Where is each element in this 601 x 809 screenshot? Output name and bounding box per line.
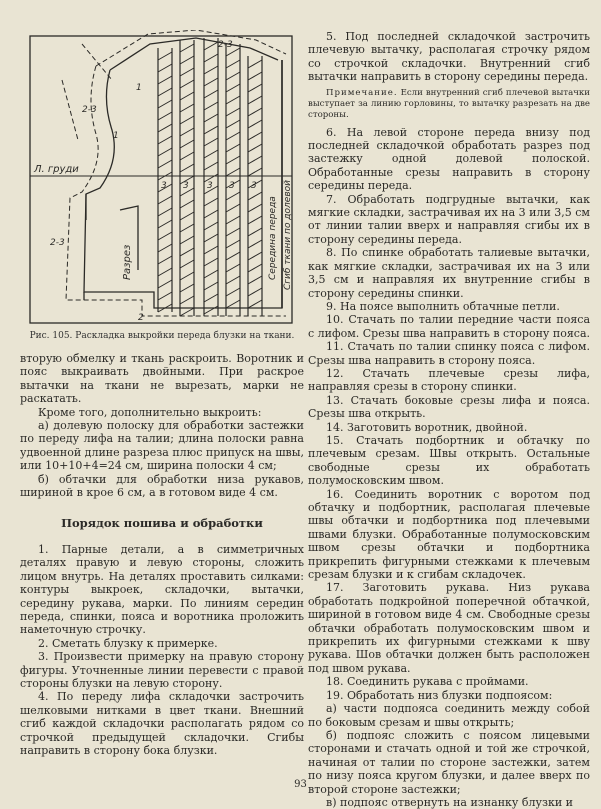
step-17: 17. Заготовить рукава. Низ рукава обработать подкройной поперечной обтачкой, шириной в готовом виде 4 см. Свободные срезы обтачки обработать полумосковским швом и прикрепить их фигурными стежками к шву рукава. Шов обтачки должен быть расположен под швом рукава. [308,581,590,675]
step-10: 10. Стачать по талии передние части пояса с лифом. Срезы шва направить в сторону пояса. [308,313,590,340]
step-19a: а) части подпояса соединить между собой по боковым срезам и швы открыть; [308,702,590,729]
note [308,88,590,121]
label-bottom-seam: 2 [138,313,144,323]
pattern-layout-figure [20,30,304,330]
step-2: 2. Сметать блузку к примерке. [38,636,218,650]
label-chest-line: Л. груди [34,164,79,175]
step-4: 4. По переду лифа складочки застрочить шелковыми нитками в цвет ткани. Внешний сгиб каждой складочки располагать рядом со строчкой предыдущей складочки. Сгибы направить в сторону бока блузки. [20,690,304,757]
step-19: 19. Обработать низ блузки подпоясом: [326,688,553,702]
note-text: Если внутренний сгиб плечевой вытачки выступает за линию горловины, то вытачку разрезать на две стороны. [308,87,590,120]
pattern-diagram [20,30,304,330]
step-11: 11. Стачать по талии спинку пояса с лифом. Срезы шва направить в сторону пояса. [308,340,590,367]
paragraph-continued: вторую обмелку и ткань раскроить. Воротник и пояс выкраивать двойными. При раскрое вытачки на ткани не вырезать, марки не раскатать. [20,352,304,406]
right-column [308,30,590,809]
step-12: 12. Стачать плечевые срезы лифа, направляя срезы в сторону спинки. [308,366,590,394]
label-fold-2: 3 [183,181,189,191]
list-item-a: а) долевую полоску для обработки застежки по переду лифа на талии; длина полоски равна удвоенной длине разреза плюс припуск на швы, или 10+10+4=24 см, ширина полоски 4 см; [20,419,304,473]
label-armhole: 1 [113,131,119,141]
step-9: 9. На поясе выполнить обтачные петли. [326,299,560,313]
step-16: 16. Соединить воротник с воротом под обтачку и подбортник, располагая плечевые швы обтачки и подбортника под плечевыми швами блузки. Обработанные полумосковским швом срезы обтачки и подбортника прикрепить фигурными стежками к плечевым срезам блузки и к сгибам складочек. [308,487,590,582]
label-shoulder-dart: 1 [136,83,142,93]
label-upper-left-seam: 2-3 [82,105,97,115]
label-fold-4: 3 [229,181,235,191]
label-fold-5: 3 [251,181,257,191]
list-item-b: б) обтачки для обработки низа рукавов, шириной в крое 6 см, а в готовом виде 4 см. [20,472,304,500]
section-heading: Порядок пошива и обработки [61,516,263,531]
figure-caption: Рис. 105. Раскладка выкройки переда блузки на ткани. [29,331,295,341]
fold-hatching [158,42,262,316]
paragraph-also: Кроме того, дополнительно выкроить: [38,405,262,419]
label-fold-1: 3 [161,181,167,191]
step-13: 13. Стачать боковые срезы лифа и пояса. Срезы шва открыть. [308,393,590,421]
step-5: 5. Под последней складочкой застрочить плечевую вытачку, располагая строчку рядом со строчкой складочки. Внутренний сгиб вытачки направить в сторону середины переда. [308,30,590,84]
left-column [20,30,304,757]
label-slit: Разрез [122,244,133,280]
step-18: 18. Соединить рукава с проймами. [326,675,529,689]
step-7: 7. Обработать подгрудные вытачки, как мягкие складки, застрачивая их на 3 или 3,5 см от линии талии вверх и направляя сгибы их в сторону середины переда. [308,192,590,246]
label-fold-3: 3 [207,181,213,191]
step-6: 6. На левой стороне переда внизу под последней складочкой обработать разрез под застежку одной долевой полоской. Обработанные срезы направить в сторону середины переда. [308,125,590,193]
step-1: 1. Парные детали, а в симметричных деталях правую и левую стороны, сложить лицом внутрь. На деталях проставить силками: контуры выкроек, складочки, вытачки, середину рукава, марки. По линиям середин переда, спинки, пояса и воротника проложить наметочную строчку. [20,542,304,637]
label-top-seam: 2-3 [218,40,233,50]
step-15: 15. Стачать подбортник и обтачку по плечевым срезам. Швы открыть. Остальные свободные срезы их обработать полумосковским швом. [308,433,590,488]
step-19c: в) подпояс отвернуть на изнанку блузки и [326,795,573,809]
fabric-border [30,36,292,323]
step-8: 8. По спинке обработать талиевые вытачки, как мягкие складки, застрачивая их на 3 или 3,5 см и направляя их внутренние сгибы в сторону середины спинки. [308,246,590,300]
label-lengthwise-grain: Сгиб ткани по долевой [283,180,293,290]
label-lower-left-seam: 2-3 [50,238,65,248]
step-14: 14. Заготовить воротник, двойной. [326,420,528,434]
label-center-front: Середина переда [268,196,278,280]
step-3: 3. Произвести примерку на правую сторону фигуры. Уточненные линии перевести с правой стороны блузки на левую сторону. [20,650,304,690]
step-19b: б) подпояс сложить с поясом лицевыми сторонами и стачать одной и той же строчкой, начиная от талии по стороне застежки, затем по низу пояса кругом блузки, и далее вверх по второй стороне застежки; [308,728,590,796]
page-number: 93 [294,779,307,790]
note-lead: Примечание. [326,87,398,98]
